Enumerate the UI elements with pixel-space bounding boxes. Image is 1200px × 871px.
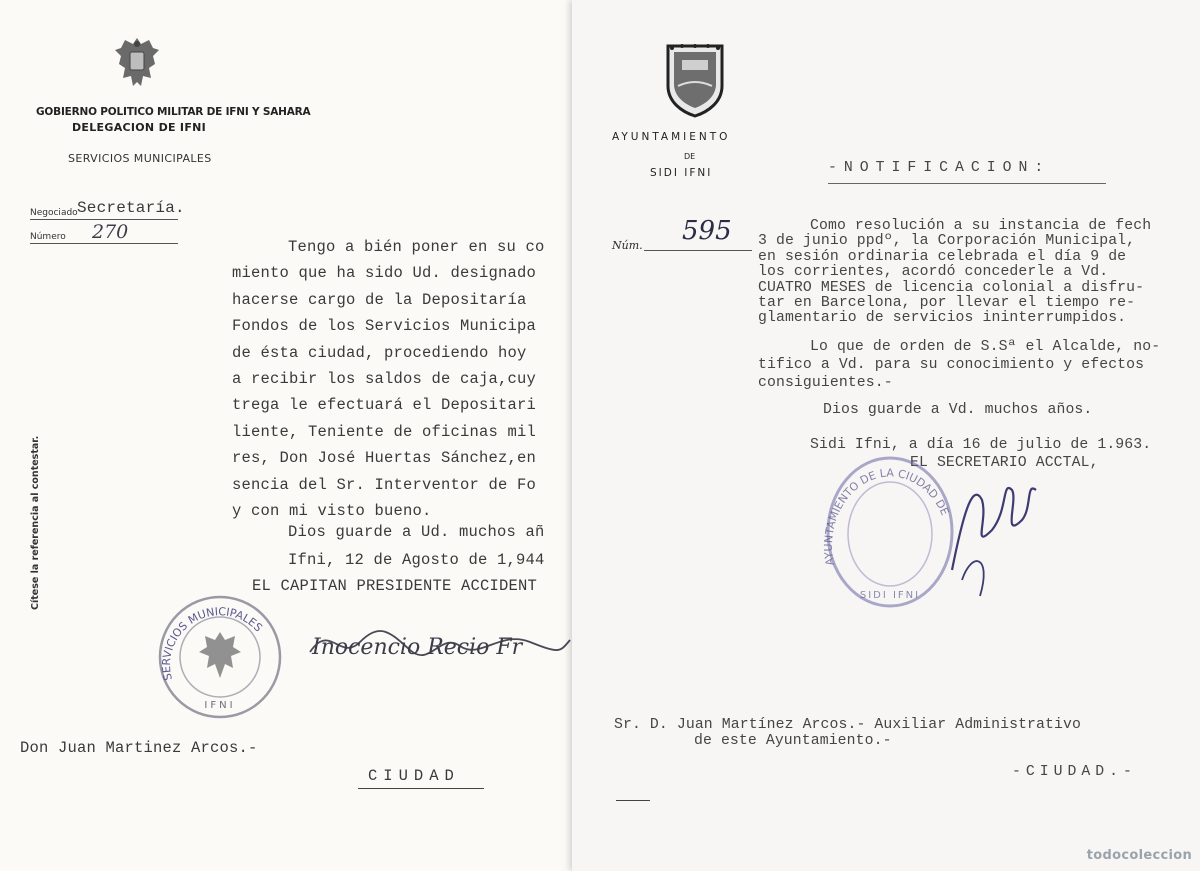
org-line1: AYUNTAMIENTO [612, 131, 731, 143]
right-para2-line: tifico a Vd. para su conocimiento y efectos [758, 357, 1145, 373]
left-body-line: miento que ha sido Ud. designado [232, 264, 537, 283]
left-body-line: sencia del Sr. Interventor de Fo [232, 475, 537, 494]
right-body-line: los corrientes, acordó concederle a Vd. [758, 264, 1109, 281]
left-body-line: hacerse cargo de la Depositaría [232, 290, 527, 309]
stamp-text: AYUNTAMIENTO DE LA CIUDAD DE [821, 466, 952, 567]
right-document [572, 0, 1200, 871]
left-body [232, 234, 545, 524]
stamp-bottom-text: IFNI [204, 700, 236, 711]
right-body-line: Como resolución a su instancia de fech [810, 218, 1152, 234]
municipal-services-stamp [155, 592, 285, 722]
right-para2-line: consiguientes.- [758, 375, 893, 391]
right-body-line: tar en Barcelona, por llevar el tiempo re- [758, 295, 1136, 312]
left-date: Ifni, 12 de Agosto de 1,944 [288, 551, 545, 569]
right-signer: EL SECRETARIO ACCTAL, [910, 455, 1099, 471]
negociado-value: Secretaría. [77, 199, 185, 217]
right-recipient-line2: de este Ayuntamiento.- [694, 733, 892, 749]
negociado-label: Negociado [30, 208, 78, 218]
left-body-line: trega le efectuará el Depositari [232, 396, 537, 415]
left-body-line: res, Don José Huertas Sánchez,en [232, 449, 537, 468]
signature-left [300, 612, 572, 674]
left-document [0, 0, 572, 871]
left-signer-title: EL CAPITAN PRESIDENTE ACCIDENT [252, 577, 538, 595]
right-closing: Dios guarde a Vd. muchos años. [823, 402, 1093, 418]
stamp-text: SERVICIOS MUNICIPALES [159, 605, 265, 682]
num-underline [644, 250, 752, 251]
left-body-line: Tengo a bién poner en su co [288, 238, 545, 256]
right-body [758, 219, 1151, 327]
right-city: -CIUDAD.- [1012, 764, 1137, 780]
title-underline [828, 183, 1106, 184]
right-body-line: glamentario de servicios ininterrumpidos. [758, 310, 1127, 327]
right-body-line: en sesión ordinaria celebrada el día 9 de [758, 248, 1127, 265]
org-line2: DE [684, 152, 696, 161]
left-city-underline [358, 788, 484, 789]
signature-text: Inocencio Recio Fr [312, 635, 523, 660]
stamp-bottom-text: SIDI IFNI [859, 590, 921, 601]
right-para2 [758, 338, 1160, 392]
org-line3: SIDI IFNI [650, 167, 713, 179]
num-label: Núm. [612, 239, 643, 252]
notification-title: -NOTIFICACION: [828, 160, 1051, 176]
right-body-line: 3 de junio ppdº, la Corporación Municipal, [758, 233, 1136, 250]
negociado-underline [30, 219, 178, 220]
left-body-line: de ésta ciudad, procediendo hoy [232, 343, 527, 362]
numero-underline [30, 243, 178, 244]
right-body-line: CUATRO MESES de licencia colonial a disfru- [758, 279, 1145, 296]
reference-side-note: Cítese la referencia al contestar. [30, 435, 41, 610]
signature-right [932, 460, 1042, 600]
eagle-coat-of-arms-icon [113, 34, 161, 90]
header-services: SERVICIOS MUNICIPALES [68, 152, 212, 165]
watermark: todocoleccion [1086, 848, 1192, 863]
left-body-line: liente, Teniente de oficinas mil [232, 422, 537, 441]
right-date: Sidi Ifni, a día 16 de julio de 1.963. [810, 437, 1152, 453]
left-recipient: Don Juan Martinez Arcos.- [20, 739, 258, 757]
left-body-line: y con mi visto bueno. [232, 502, 432, 521]
left-body-line: Fondos de los Servicios Municipa [232, 317, 537, 336]
left-city: CIUDAD [368, 767, 460, 785]
sidi-ifni-shield-icon [664, 42, 726, 118]
right-para2-line: Lo que de orden de S.Sª el Alcalde, no- [810, 339, 1161, 355]
left-closing: Dios guarde a Ud. muchos añ [288, 523, 545, 541]
numero-value: 270 [92, 221, 129, 243]
right-bottom-dash [616, 800, 650, 801]
numero-label: Número [30, 232, 66, 242]
num-value: 595 [682, 216, 732, 246]
header-government: GOBIERNO POLITICO MILITAR DE IFNI Y SAHARA [36, 106, 311, 118]
left-body-line: a recibir los saldos de caja,cuy [232, 370, 537, 389]
header-delegation: DELEGACION DE IFNI [72, 121, 207, 134]
right-recipient-line1: Sr. D. Juan Martínez Arcos.- Auxiliar Administrativo [614, 717, 1081, 733]
